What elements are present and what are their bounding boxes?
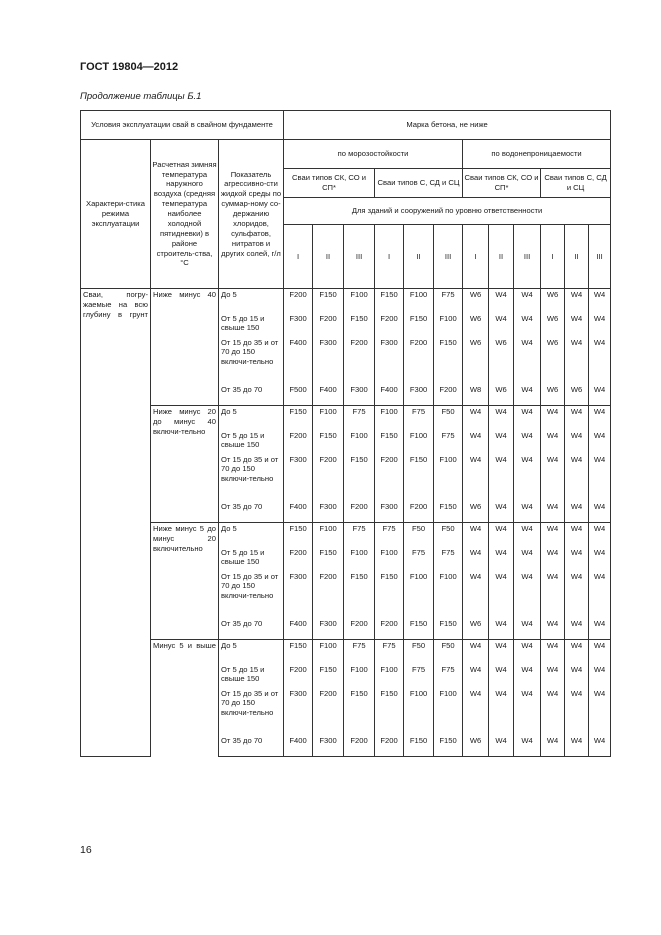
header-regime: Характери-стика режима эксплуатации [81, 140, 151, 289]
grade-cell: W4 [589, 501, 611, 523]
grade-cell: F50 [434, 640, 463, 664]
grade-cell: W4 [514, 640, 541, 664]
aggressiveness-cell: От 15 до 35 и от 70 до 150 включи-тельно [219, 337, 284, 384]
header-level: II [404, 225, 434, 289]
grade-cell: F75 [434, 289, 463, 313]
header-level: III [434, 225, 463, 289]
grade-cell: F150 [313, 664, 344, 688]
grade-cell: F100 [344, 664, 375, 688]
grade-cell: F150 [284, 406, 313, 430]
grade-cell: W4 [589, 313, 611, 337]
grade-cell: W4 [489, 523, 514, 547]
grade-cell: F150 [344, 454, 375, 501]
grade-cell: W4 [565, 571, 589, 618]
grade-cell: F75 [375, 523, 404, 547]
table-row [81, 640, 611, 664]
grade-cell: F100 [313, 640, 344, 664]
aggressiveness-cell: До 5 [219, 289, 284, 313]
grade-cell: F150 [344, 313, 375, 337]
header-water-resistance: по водонепроницаемости [463, 140, 611, 169]
grade-cell: W4 [541, 640, 565, 664]
header-level: I [541, 225, 565, 289]
grade-cell: F150 [344, 688, 375, 735]
grade-cell: F150 [284, 523, 313, 547]
grade-cell: F200 [284, 289, 313, 313]
grade-cell: W6 [463, 313, 489, 337]
grade-cell: F300 [375, 337, 404, 384]
grade-cell: F75 [434, 430, 463, 454]
aggressiveness-cell: От 15 до 35 и от 70 до 150 включи-тельно [219, 571, 284, 618]
grade-cell: F200 [284, 547, 313, 571]
grade-cell: F150 [375, 289, 404, 313]
grade-cell: W4 [463, 523, 489, 547]
aggressiveness-cell: От 35 до 70 [219, 501, 284, 523]
grade-cell: F75 [375, 640, 404, 664]
header-pile-s-water: Сваи типов С, СД и СЦ [541, 169, 611, 198]
grade-cell: W4 [541, 430, 565, 454]
grade-cell: W4 [463, 454, 489, 501]
grade-cell: W4 [589, 547, 611, 571]
grade-cell: F75 [344, 640, 375, 664]
grade-cell: W4 [589, 337, 611, 384]
grade-cell: W4 [589, 523, 611, 547]
grade-cell: F200 [313, 688, 344, 735]
grade-cell: W4 [589, 289, 611, 313]
grade-cell: W4 [565, 664, 589, 688]
grade-cell: F200 [375, 313, 404, 337]
header-frost-resistance: по морозостойкости [284, 140, 463, 169]
grade-cell: W4 [489, 501, 514, 523]
grade-cell: F150 [313, 547, 344, 571]
grade-cell: W4 [541, 664, 565, 688]
aggressiveness-cell: От 5 до 15 и свыше 150 [219, 430, 284, 454]
grade-cell: W6 [463, 289, 489, 313]
grade-cell: F50 [434, 406, 463, 430]
aggressiveness-cell: До 5 [219, 406, 284, 430]
grade-cell: W4 [514, 313, 541, 337]
grade-cell: F75 [434, 664, 463, 688]
grade-cell: W4 [589, 640, 611, 664]
grade-cell: W4 [463, 406, 489, 430]
grade-cell: W4 [514, 735, 541, 757]
grade-cell: W4 [541, 571, 565, 618]
grade-cell: W4 [489, 640, 514, 664]
concrete-grade-table [80, 110, 611, 757]
grade-cell: F300 [313, 618, 344, 640]
grade-cell: F75 [404, 664, 434, 688]
header-pile-sk-frost: Сваи типов СК, СО и СП* [284, 169, 375, 198]
grade-cell: W6 [541, 313, 565, 337]
grade-cell: F400 [284, 501, 313, 523]
temperature-cell: Ниже минус 5 до минус 20 включительно [151, 523, 219, 640]
grade-cell: F100 [375, 547, 404, 571]
header-responsibility: Для зданий и сооружений по уровню ответственности [284, 198, 611, 225]
grade-cell: F100 [344, 430, 375, 454]
page-number: 16 [80, 844, 92, 856]
grade-cell: W4 [541, 688, 565, 735]
grade-cell: F200 [404, 337, 434, 384]
grade-cell: W4 [514, 571, 541, 618]
header-level: III [344, 225, 375, 289]
grade-cell: W4 [514, 547, 541, 571]
grade-cell: W4 [565, 688, 589, 735]
grade-cell: F150 [375, 571, 404, 618]
aggressiveness-cell: От 15 до 35 и от 70 до 150 включи-тельно [219, 688, 284, 735]
aggressiveness-cell: От 5 до 15 и свыше 150 [219, 664, 284, 688]
grade-cell: F300 [313, 337, 344, 384]
grade-cell: F150 [313, 289, 344, 313]
grade-cell: W4 [589, 406, 611, 430]
header-level: II [565, 225, 589, 289]
grade-cell: W4 [463, 430, 489, 454]
grade-cell: F300 [313, 735, 344, 757]
grade-cell: W4 [489, 688, 514, 735]
grade-cell: W4 [514, 501, 541, 523]
grade-cell: F75 [344, 406, 375, 430]
grade-cell: F200 [284, 430, 313, 454]
aggressiveness-cell: До 5 [219, 640, 284, 664]
grade-cell: W4 [489, 664, 514, 688]
grade-cell: W4 [541, 501, 565, 523]
grade-cell: W6 [463, 735, 489, 757]
grade-cell: W4 [489, 406, 514, 430]
header-level: II [313, 225, 344, 289]
grade-cell: W4 [565, 289, 589, 313]
grade-cell: F200 [434, 384, 463, 406]
grade-cell: F100 [404, 430, 434, 454]
grade-cell: F150 [313, 430, 344, 454]
header-aggressiveness: Показатель агрессивно-сти жидкой среды по суммар-ному со-держанию хлоридов, сульфатов, нитратов и других солей, г/л [219, 140, 284, 289]
grade-cell: W4 [489, 547, 514, 571]
table-row [81, 523, 611, 547]
header-level: III [589, 225, 611, 289]
grade-cell: W4 [514, 454, 541, 501]
grade-cell: F150 [284, 640, 313, 664]
grade-cell: F100 [434, 454, 463, 501]
grade-cell: W4 [589, 735, 611, 757]
grade-cell: F300 [344, 384, 375, 406]
header-level: I [375, 225, 404, 289]
regime-cell: Сваи, погру-жаемые на всю глубину в грунт [81, 289, 151, 757]
grade-cell: F150 [404, 454, 434, 501]
grade-cell: F500 [284, 384, 313, 406]
grade-cell: F75 [344, 523, 375, 547]
table-row [81, 406, 611, 430]
grade-cell: W4 [589, 664, 611, 688]
grade-cell: F200 [404, 501, 434, 523]
document-title: ГОСТ 19804—2012 [80, 61, 179, 73]
grade-cell: W4 [565, 337, 589, 384]
grade-cell: W4 [463, 664, 489, 688]
header-pile-s-frost: Сваи типов С, СД и СЦ [375, 169, 463, 198]
grade-cell: W6 [489, 384, 514, 406]
grade-cell: W4 [489, 313, 514, 337]
grade-cell: W4 [565, 735, 589, 757]
grade-cell: F200 [375, 735, 404, 757]
table-body [81, 289, 611, 757]
header-level: III [514, 225, 541, 289]
grade-cell: W4 [514, 289, 541, 313]
grade-cell: F100 [375, 664, 404, 688]
grade-cell: W4 [589, 454, 611, 501]
grade-cell: F400 [284, 735, 313, 757]
header-concrete-grade: Марка бетона, не ниже [284, 111, 611, 140]
grade-cell: W4 [463, 547, 489, 571]
grade-cell: W4 [565, 618, 589, 640]
grade-cell: F200 [344, 337, 375, 384]
grade-cell: W4 [514, 688, 541, 735]
grade-cell: F150 [375, 688, 404, 735]
grade-cell: F100 [313, 406, 344, 430]
grade-cell: W4 [565, 501, 589, 523]
grade-cell: W4 [541, 523, 565, 547]
grade-cell: W4 [541, 454, 565, 501]
grade-cell: F50 [434, 523, 463, 547]
grade-cell: W6 [463, 618, 489, 640]
aggressiveness-cell: От 15 до 35 и от 70 до 150 включи-тельно [219, 454, 284, 501]
header-temperature: Расчетная зимняя температура наружного воздуха (средняя температура наиболее холодной пятидневки) в районе строитель-ства, °С [151, 140, 219, 289]
grade-cell: W4 [589, 571, 611, 618]
grade-cell: W8 [463, 384, 489, 406]
grade-cell: W4 [514, 523, 541, 547]
grade-cell: F75 [404, 406, 434, 430]
grade-cell: F100 [313, 523, 344, 547]
grade-cell: F100 [434, 571, 463, 618]
grade-cell: W4 [514, 337, 541, 384]
grade-cell: F300 [284, 313, 313, 337]
grade-cell: W4 [541, 618, 565, 640]
grade-cell: F150 [404, 735, 434, 757]
grade-cell: F50 [404, 640, 434, 664]
grade-cell: W6 [463, 337, 489, 384]
grade-cell: W4 [463, 571, 489, 618]
grade-cell: F150 [434, 618, 463, 640]
grade-cell: W6 [463, 501, 489, 523]
grade-cell: F400 [284, 337, 313, 384]
header-level: I [284, 225, 313, 289]
grade-cell: W4 [589, 618, 611, 640]
header-level: I [463, 225, 489, 289]
grade-cell: W4 [489, 454, 514, 501]
grade-cell: F100 [404, 571, 434, 618]
grade-cell: W6 [541, 384, 565, 406]
grade-cell: F200 [313, 571, 344, 618]
grade-cell: W6 [541, 289, 565, 313]
aggressiveness-cell: До 5 [219, 523, 284, 547]
grade-cell: F300 [284, 571, 313, 618]
grade-cell: F400 [284, 618, 313, 640]
grade-cell: F75 [434, 547, 463, 571]
grade-cell: F100 [434, 688, 463, 735]
header-conditions: Условия эксплуатации свай в свайном фундаменте [81, 111, 284, 140]
grade-cell: W4 [541, 735, 565, 757]
grade-cell: W4 [489, 289, 514, 313]
grade-cell: W6 [489, 337, 514, 384]
temperature-cell: Ниже минус 40 [151, 289, 219, 406]
grade-cell: F200 [344, 618, 375, 640]
grade-cell: W6 [565, 384, 589, 406]
grade-cell: F200 [284, 664, 313, 688]
grade-cell: W4 [541, 406, 565, 430]
grade-cell: W4 [589, 688, 611, 735]
grade-cell: W4 [541, 547, 565, 571]
grade-cell: W4 [514, 664, 541, 688]
grade-cell: F200 [344, 501, 375, 523]
temperature-cell: Минус 5 и выше [151, 640, 219, 757]
aggressiveness-cell: От 35 до 70 [219, 618, 284, 640]
grade-cell: W4 [589, 384, 611, 406]
grade-cell: F200 [375, 454, 404, 501]
grade-cell: F400 [313, 384, 344, 406]
grade-cell: W4 [463, 688, 489, 735]
grade-cell: F75 [404, 547, 434, 571]
grade-cell: F150 [434, 735, 463, 757]
grade-cell: F200 [313, 454, 344, 501]
grade-cell: W4 [565, 547, 589, 571]
aggressiveness-cell: От 35 до 70 [219, 735, 284, 757]
grade-cell: W4 [565, 406, 589, 430]
grade-cell: F150 [434, 501, 463, 523]
grade-cell: W4 [489, 618, 514, 640]
grade-cell: F200 [344, 735, 375, 757]
grade-cell: W4 [514, 430, 541, 454]
grade-cell: F150 [404, 313, 434, 337]
grade-cell: F100 [434, 313, 463, 337]
temperature-cell: Ниже минус 20 до минус 40 включи-тельно [151, 406, 219, 523]
grade-cell: F100 [404, 688, 434, 735]
aggressiveness-cell: От 5 до 15 и свыше 150 [219, 547, 284, 571]
grade-cell: W4 [489, 735, 514, 757]
table-caption: Продолжение таблицы Б.1 [80, 91, 202, 102]
aggressiveness-cell: От 5 до 15 и свыше 150 [219, 313, 284, 337]
grade-cell: W4 [565, 523, 589, 547]
grade-cell: W4 [514, 384, 541, 406]
grade-cell: F200 [375, 618, 404, 640]
grade-cell: F100 [404, 289, 434, 313]
aggressiveness-cell: От 35 до 70 [219, 384, 284, 406]
grade-cell: F300 [375, 501, 404, 523]
grade-cell: F400 [375, 384, 404, 406]
grade-cell: W4 [489, 571, 514, 618]
grade-cell: F150 [434, 337, 463, 384]
grade-cell: F300 [284, 454, 313, 501]
grade-cell: W4 [589, 430, 611, 454]
grade-cell: W6 [541, 337, 565, 384]
grade-cell: W4 [514, 618, 541, 640]
grade-cell: F300 [404, 384, 434, 406]
grade-cell: F150 [344, 571, 375, 618]
grade-cell: F100 [375, 406, 404, 430]
grade-cell: W4 [565, 454, 589, 501]
grade-cell: W4 [463, 640, 489, 664]
grade-cell: F50 [404, 523, 434, 547]
grade-cell: W4 [565, 640, 589, 664]
grade-cell: F100 [344, 547, 375, 571]
grade-cell: W4 [514, 406, 541, 430]
header-level: II [489, 225, 514, 289]
grade-cell: F150 [375, 430, 404, 454]
header-pile-sk-water: Сваи типов СК, СО и СП* [463, 169, 541, 198]
grade-cell: F150 [404, 618, 434, 640]
grade-cell: W4 [565, 313, 589, 337]
table-row [81, 289, 611, 313]
grade-cell: W4 [565, 430, 589, 454]
grade-cell: F100 [344, 289, 375, 313]
grade-cell: W4 [489, 430, 514, 454]
grade-cell: F200 [313, 313, 344, 337]
grade-cell: F300 [313, 501, 344, 523]
grade-cell: F300 [284, 688, 313, 735]
